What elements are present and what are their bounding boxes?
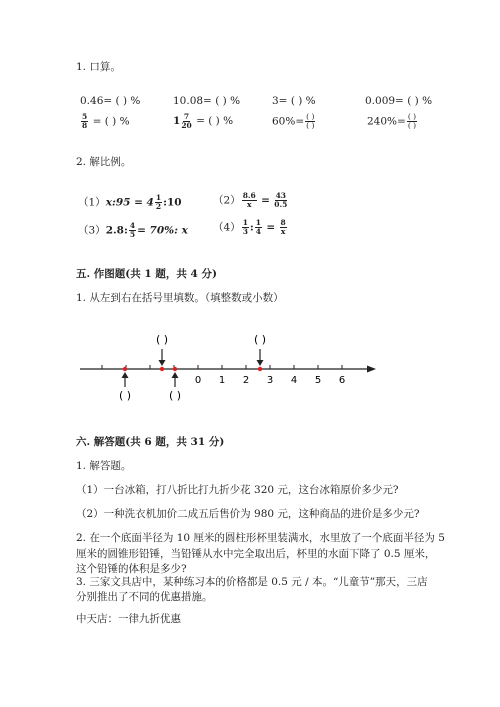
calc-item-7: 60%= $\frac{( )}{( )}$ xyxy=(272,112,315,130)
number-line xyxy=(70,325,390,410)
proportion-3: （3）2.8: $\frac{4}{5}$ = 70%: x xyxy=(78,221,188,239)
bottom-bracket-2: ( ) xyxy=(168,389,182,402)
section6-q1: 1. 解答题。 xyxy=(76,460,132,472)
tick-label-3: 3 xyxy=(266,375,274,386)
tick-label-5: 5 xyxy=(314,375,322,386)
tick-label-4: 4 xyxy=(290,375,298,386)
calc-item-8: 240%= $\frac{( )}{( )}$ xyxy=(367,112,417,130)
section5-title: 五. 作图题(共 1 题，共 4 分) xyxy=(76,268,217,280)
arrow-up-1-head xyxy=(122,372,129,378)
point-b xyxy=(160,367,164,371)
section6-title: 六. 解答题(共 6 题，共 31 分) xyxy=(76,436,225,448)
section1-heading: 1. 口算。 xyxy=(76,61,121,73)
tick-label-6: 6 xyxy=(338,375,346,386)
bottom-bracket-1: ( ) xyxy=(118,389,132,402)
section6-q1-2: （2）一种洗衣机加价二成五后售价为 980 元，这种商品的进价是多少元? xyxy=(76,508,420,520)
proportion-2: （2） $\frac{8.6}{x}$ = $\frac{43}{0.5}$ xyxy=(213,191,288,209)
proportion-4: （4） $\frac{1}{3}$ : $\frac{1}{4}$ = $\frac{8}{x}$ xyxy=(213,218,286,236)
calc-item-4: 0.009= ( ) % xyxy=(365,95,433,107)
section6-q1-1: （1）一台冰箱，打八折比打九折少花 320 元，这台冰箱原价多少元? xyxy=(76,484,399,496)
top-bracket-1: ( ) xyxy=(155,333,169,346)
calc-item-6: 1 $\frac{7}{20}$ = ( ) % xyxy=(173,112,234,130)
top-bracket-2: ( ) xyxy=(253,333,267,346)
arrow-down-2-head xyxy=(257,360,264,366)
axis-arrowhead xyxy=(367,366,376,373)
tick-label-1: 1 xyxy=(218,375,226,386)
point-c xyxy=(173,367,177,371)
calc-item-3: 3= ( ) % xyxy=(272,95,316,107)
proportion-1: （1）x:95 = 4 $\frac{1}{2}$ :10 xyxy=(78,193,182,211)
tick-label-2: 2 xyxy=(242,375,250,386)
section2-heading: 2. 解比例。 xyxy=(76,156,132,168)
section5-question: 1. 从左到右在括号里填数。（填整数或小数） xyxy=(76,292,284,304)
section6-q3-line3: 中天店：一律九折优惠 xyxy=(76,613,181,625)
calc-item-2: 10.08= ( ) % xyxy=(173,95,241,107)
arrow-up-2-head xyxy=(172,372,179,378)
tick-label-0: 0 xyxy=(194,375,202,386)
calc-item-5: $\frac{5}{8}$ = ( ) % xyxy=(82,112,130,130)
calc-item-1: 0.46= ( ) % xyxy=(80,95,141,107)
section6-q2-line2: 厘米的圆锥形铅锤，当铅锤从水中完全取出后，杯里的水面下降了 0.5 厘米， xyxy=(76,548,436,560)
section6-q3-line1: 3. 三家文具店中，某种练习本的价格都是 0.5 元 / 本。“儿童节”那天，三店 xyxy=(76,576,428,588)
section6-q2-line3: 这个铅锤的体积是多少? xyxy=(76,563,187,575)
point-a xyxy=(123,367,127,371)
section6-q3-line2: 分别推出了不同的优惠措施。 xyxy=(76,591,213,603)
section6-q2-line1: 2. 在一个底面半径为 10 厘米的圆柱形杯里装满水，水里放了一个底面半径为 5 xyxy=(76,532,445,544)
point-d xyxy=(258,367,262,371)
arrow-down-1-head xyxy=(159,360,166,366)
tick-marks xyxy=(102,365,342,369)
